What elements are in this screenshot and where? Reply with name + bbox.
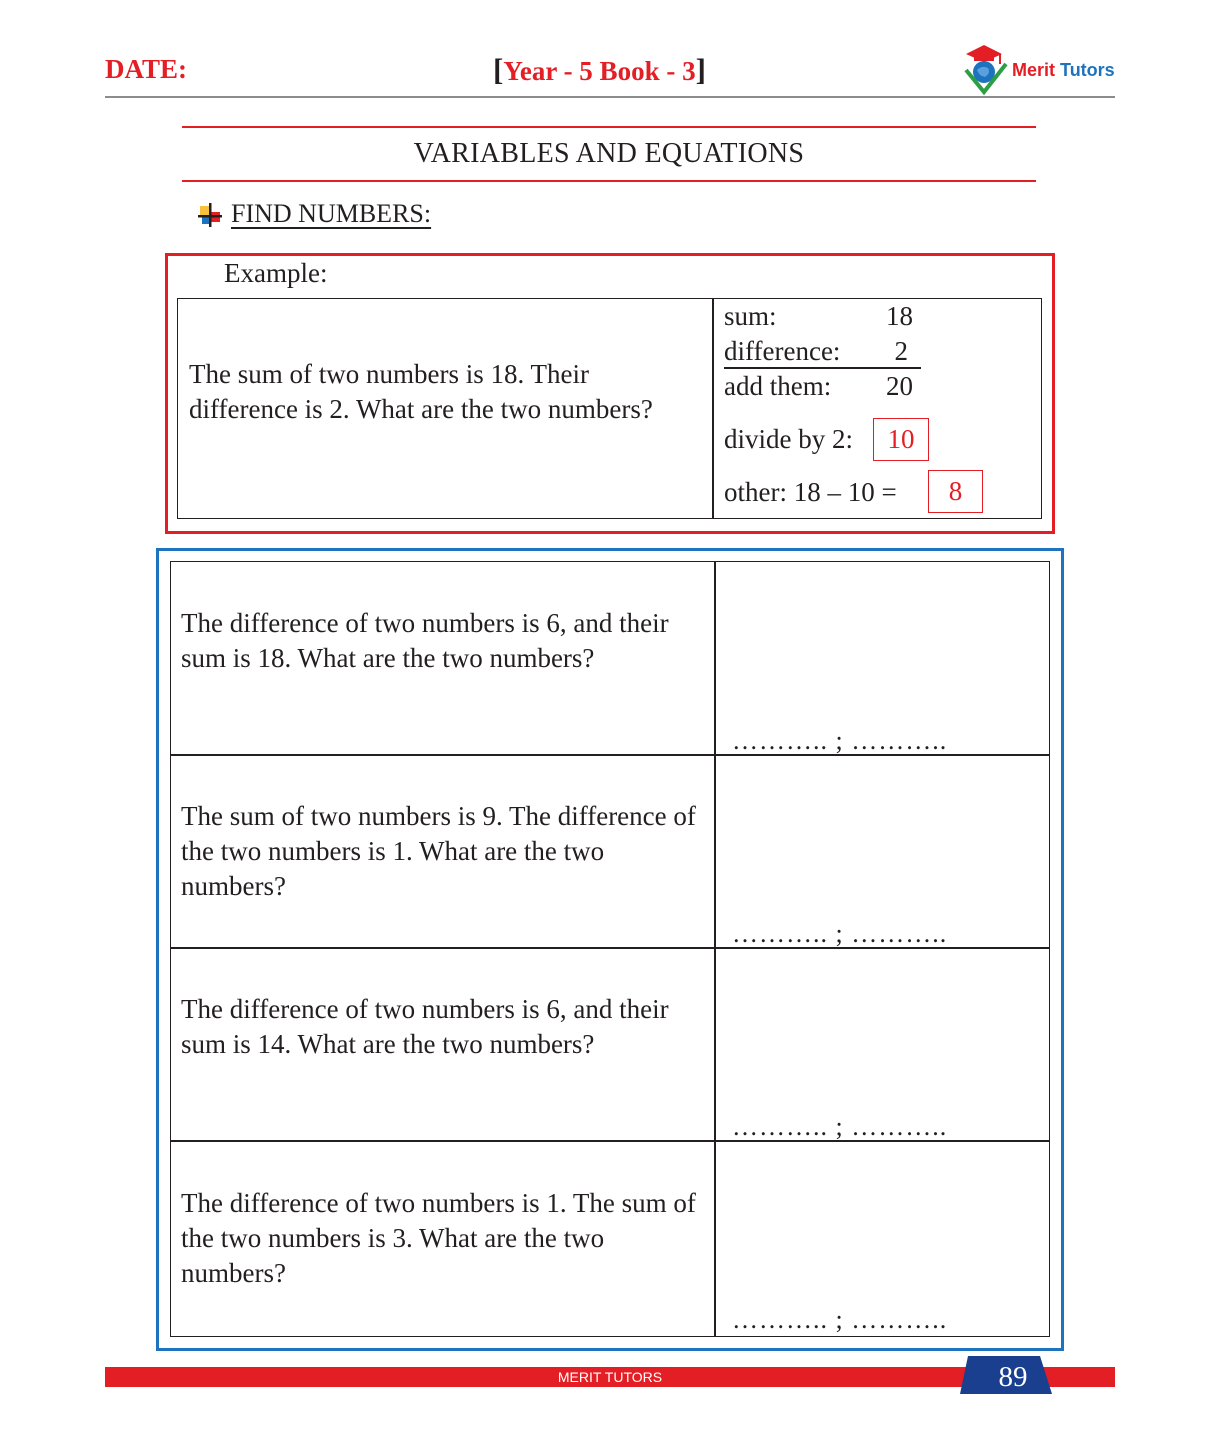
working-add-value: 20 — [886, 371, 913, 401]
logo-brand-second: Tutors — [1060, 60, 1115, 80]
answer-blank-3[interactable]: ……….. ; ……….. — [732, 1112, 948, 1141]
exercise-column-divider — [714, 561, 716, 1337]
working-divide-label: divide by 2: — [724, 424, 853, 454]
answer-blank-2[interactable]: ……….. ; ……….. — [732, 919, 948, 948]
footer-brand: MERIT TUTORS — [557, 1369, 663, 1385]
problem-question-2: The sum of two numbers is 9. The difference of the two numbers is 1. What are the two numbers? — [181, 801, 696, 901]
section-heading: FIND NUMBERS: — [231, 199, 432, 228]
title-rule-bottom — [182, 180, 1036, 182]
working-difference-value: 2 — [894, 336, 908, 366]
merit-tutors-logo — [960, 40, 1120, 96]
book-title: Year - 5 Book - 3 — [503, 56, 696, 86]
working-sum-line — [724, 367, 921, 369]
working-add-label: add them: — [724, 371, 832, 401]
example-label: Example: — [224, 258, 328, 288]
answer-box-first: 10 — [873, 418, 929, 461]
answer-blank-4[interactable]: ……….. ; ……….. — [732, 1305, 948, 1334]
header-divider — [105, 96, 1115, 98]
working-other-label: other: 18 – 10 = — [724, 477, 897, 507]
logo-brand-first: Merit — [1012, 60, 1056, 80]
date-label: DATE: — [105, 54, 188, 84]
logo-text — [1012, 60, 1115, 81]
problem-question-1: The difference of two numbers is 6, and their sum is 18. What are the two numbers? — [181, 608, 669, 673]
problem-question-4: The difference of two numbers is 1. The sum of the two numbers is 3. What are the two numbers? — [181, 1188, 696, 1288]
answer-blank-1[interactable]: ……….. ; ……….. — [732, 726, 948, 755]
bullet-cross-icon — [198, 203, 222, 227]
book-label — [493, 52, 706, 88]
working-sum-label: sum: — [724, 301, 777, 331]
title-rule-top — [182, 126, 1036, 128]
graduation-cap-icon — [960, 40, 1016, 96]
book-bracket-close: ] — [695, 52, 706, 87]
answer-box-second: 8 — [928, 470, 983, 513]
example-column-divider — [712, 298, 714, 519]
example-question: The sum of two numbers is 18. Their difference is 2. What are the two numbers? — [189, 359, 653, 424]
page-number: 89 — [998, 1361, 1028, 1393]
problem-question-3: The difference of two numbers is 6, and their sum is 14. What are the two numbers? — [181, 994, 669, 1059]
working-sum-value: 18 — [886, 301, 913, 331]
book-bracket-open: [ — [493, 52, 504, 87]
working-difference-label: difference: — [724, 336, 841, 366]
page-title: VARIABLES AND EQUATIONS — [413, 138, 805, 169]
